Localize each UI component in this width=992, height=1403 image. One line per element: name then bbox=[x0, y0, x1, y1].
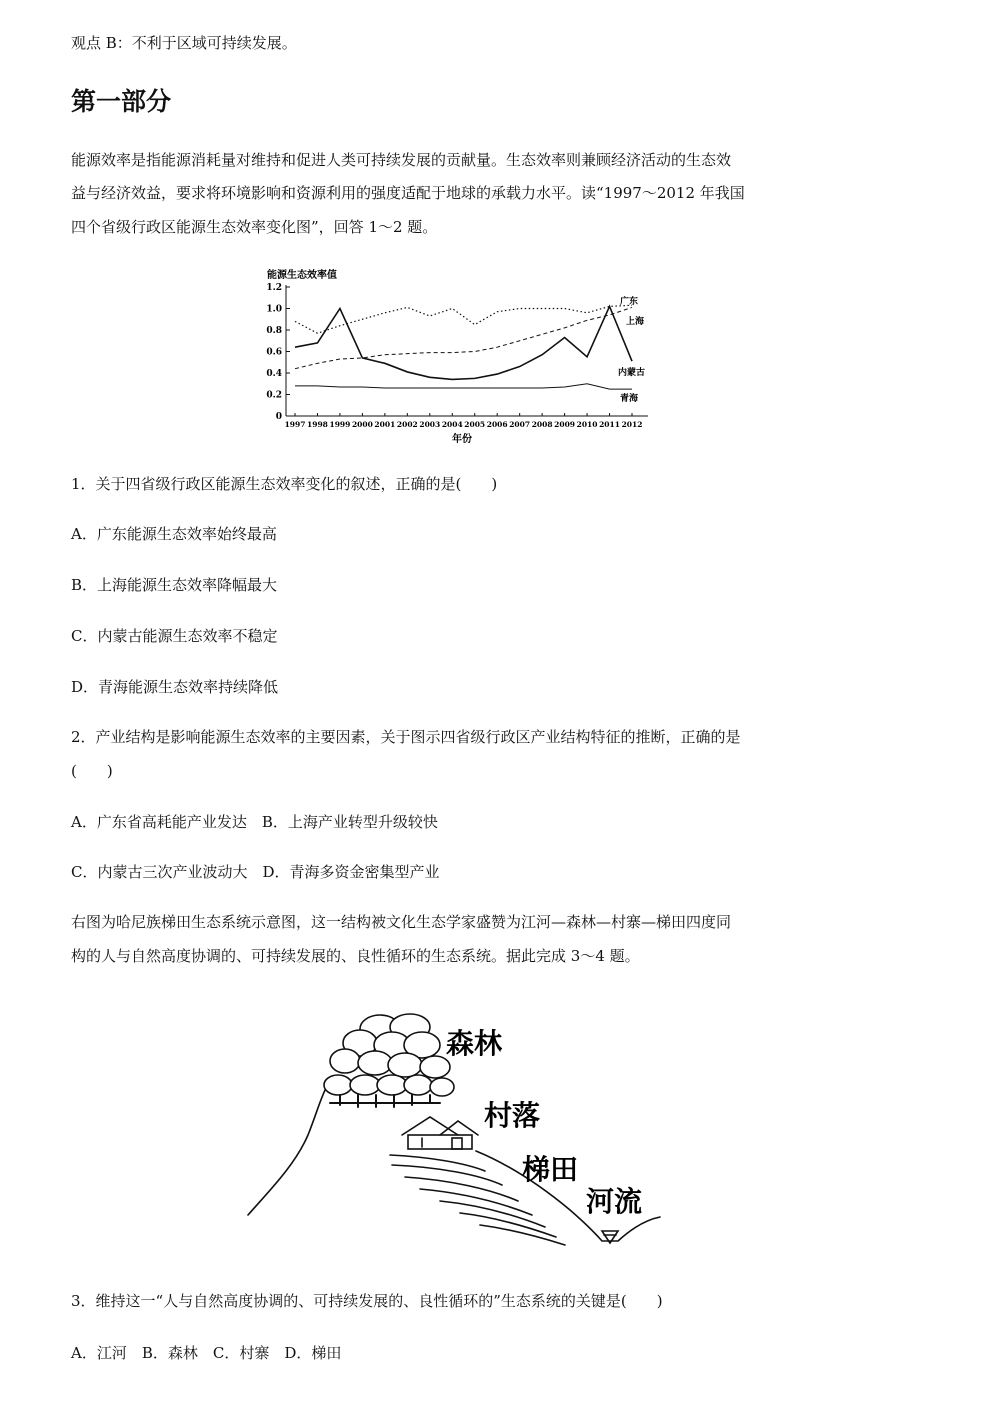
passage2-line-1: 右图为哈尼族梯田生态系统示意图，这一结构被文化生态学家盛赞为江河—森林—村寨—梯田四度同 bbox=[71, 913, 732, 931]
q1-option-b: B．上海能源生态效率降幅最大 bbox=[71, 576, 278, 594]
label-forest: 森林 bbox=[446, 1027, 503, 1060]
label-terrace: 梯田 bbox=[522, 1153, 579, 1186]
y-tick-label: 0 bbox=[275, 412, 282, 422]
q2-options-ab: A．广东省高耗能产业发达 B．上海产业转型升级较快 bbox=[71, 813, 438, 831]
x-tick-label: 2011 bbox=[599, 420, 620, 429]
passage1-line-1: 能源效率是指能源消耗量对维持和促进人类可持续发展的贡献量。生态效率则兼顾经济活动的生态效 bbox=[71, 151, 732, 169]
x-tick-label: 2000 bbox=[351, 420, 373, 429]
y-tick-label: 0.6 bbox=[266, 347, 282, 358]
forest-trees bbox=[324, 1014, 454, 1096]
q2-stem-line-1: 2．产业结构是影响能源生态效率的主要因素，关于图示四省级行政区产业结构特征的推断，正确的是 bbox=[71, 728, 741, 746]
x-tick-label: 2001 bbox=[374, 420, 396, 429]
label-river: 河流 bbox=[586, 1185, 643, 1218]
x-tick-label: 2006 bbox=[486, 420, 508, 429]
chart-xlabel: 年份 bbox=[452, 434, 472, 445]
x-tick-label: 2012 bbox=[621, 420, 643, 429]
series-label-2: 内蒙古 bbox=[618, 368, 646, 378]
series-label-0: 广东 bbox=[620, 297, 639, 307]
y-tick-label: 0.2 bbox=[266, 390, 282, 401]
x-tick-label: 2004 bbox=[441, 420, 463, 429]
q2-options-cd: C．内蒙古三次产业波动大 D．青海多资金密集型产业 bbox=[71, 863, 440, 881]
passage1-line-2: 益与经济效益，要求将环境影响和资源利用的强度适配于地球的承载力水平。读“1997～2012 年我国 bbox=[71, 184, 745, 202]
x-tick-label: 1997 bbox=[284, 420, 306, 429]
passage1-line-3: 四个省级行政区能源生态效率变化图”，回答 1～2 题。 bbox=[71, 218, 438, 236]
y-tick-label: 1.2 bbox=[266, 283, 282, 293]
x-tick-label: 2002 bbox=[396, 420, 418, 429]
q1-option-a: A．广东能源生态效率始终最高 bbox=[71, 525, 277, 543]
x-tick-label: 1999 bbox=[329, 420, 351, 429]
passage2-line-2: 构的人与自然高度协调的、可持续发展的、良性循环的生态系统。据此完成 3～4 题。 bbox=[71, 947, 640, 965]
village-houses bbox=[402, 1117, 478, 1149]
series-line-2 bbox=[295, 306, 632, 379]
q1-stem: 1．关于四省级行政区能源生态效率变化的叙述，正确的是( ) bbox=[71, 475, 498, 493]
x-tick-label: 2007 bbox=[509, 420, 531, 429]
energy-efficiency-chart bbox=[262, 262, 662, 450]
y-tick-label: 1.0 bbox=[266, 304, 282, 315]
x-tick-label: 2009 bbox=[554, 420, 576, 429]
chart-ylabel: 能源生态效率值 bbox=[267, 270, 337, 281]
q2-stem-line-2: ( ) bbox=[71, 762, 113, 780]
mountain-slope bbox=[248, 1088, 326, 1215]
x-tick-label: 1998 bbox=[307, 420, 328, 429]
label-village: 村落 bbox=[484, 1099, 541, 1132]
intro-line: 观点 B：不利于区域可持续发展。 bbox=[71, 34, 297, 52]
series-label-1: 上海 bbox=[626, 317, 645, 327]
hani-terrace-diagram bbox=[240, 1005, 670, 1255]
series-label-3: 青海 bbox=[620, 394, 639, 404]
q1-option-d: D．青海能源生态效率持续降低 bbox=[71, 678, 279, 696]
x-tick-label: 2005 bbox=[464, 420, 486, 429]
tree-trunks bbox=[330, 1095, 440, 1107]
section-title: 第一部分 bbox=[71, 87, 172, 116]
y-tick-label: 0.4 bbox=[266, 369, 282, 379]
x-tick-label: 2008 bbox=[531, 420, 553, 429]
series-line-3 bbox=[295, 384, 632, 389]
q3-options: A．江河 B．森林 C．村寨 D．梯田 bbox=[71, 1344, 342, 1362]
y-tick-label: 0.8 bbox=[266, 326, 282, 336]
x-tick-label: 2010 bbox=[576, 420, 598, 429]
q3-stem: 3．维持这一“人与自然高度协调的、可持续发展的、良性循环的”生态系统的关键是( ) bbox=[71, 1292, 663, 1310]
q1-option-c: C．内蒙古能源生态效率不稳定 bbox=[71, 627, 278, 645]
x-tick-label: 2003 bbox=[419, 420, 441, 429]
